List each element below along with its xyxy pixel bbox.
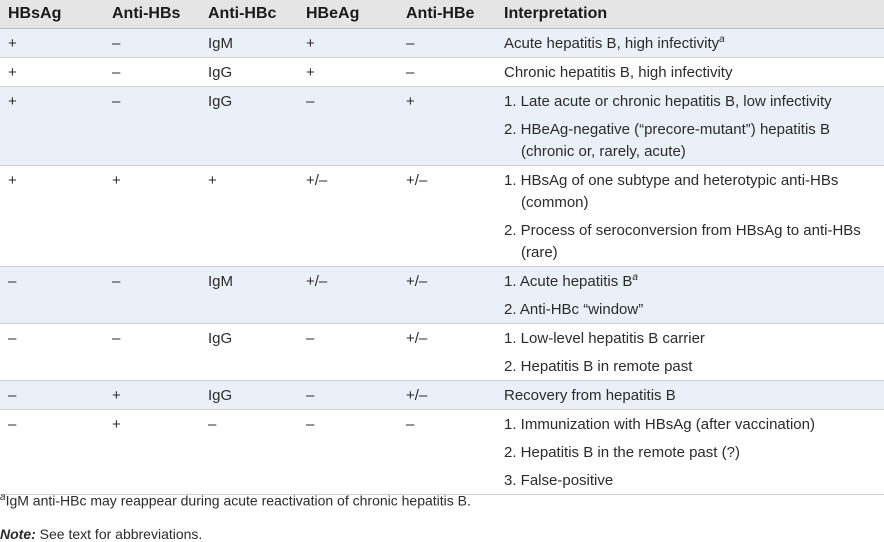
cell-antihbe: – [398,29,496,58]
interpretation-item: 1. HBsAg of one subtype and heterotypic anti-HBs (common) [504,172,839,211]
cell-interpretation [496,87,884,166]
footnote-text: IgM anti-HBc may reappear during acute reactivation of chronic hepatitis B. [5,492,471,509]
cell-antihbe: +/– [398,267,496,324]
table-footnote [0,492,471,509]
cell-antihbs: – [104,267,200,324]
table-note [0,526,202,542]
table-row [0,87,884,166]
interpretation-item: 2. Hepatitis B in the remote past (?) [504,444,740,461]
cell-antihbs: + [104,166,200,267]
interpretation-item: 2. Process of seroconversion from HBsAg to anti-HBs (rare) [504,222,861,261]
cell-antihbe: +/– [398,324,496,381]
interpretation-item: 2. Hepatitis B in remote past [504,358,693,375]
cell-hbeag: +/– [298,166,398,267]
cell-antihbe: +/– [398,166,496,267]
cell-hbsag: + [0,166,104,267]
cell-interpretation [496,324,884,381]
cell-hbeag: + [298,58,398,87]
table-row [0,267,884,324]
cell-antihbc: IgG [200,381,298,410]
cell-antihbc: – [200,410,298,495]
table-header-row [0,0,884,29]
cell-antihbc: IgG [200,324,298,381]
cell-hbsag: + [0,58,104,87]
cell-antihbe: +/– [398,381,496,410]
cell-antihbe: – [398,58,496,87]
cell-hbeag: – [298,410,398,495]
note-label: Note: [0,526,36,542]
cell-hbeag: + [298,29,398,58]
cell-antihbc: IgM [200,267,298,324]
cell-antihbc: IgG [200,58,298,87]
cell-antihbs: – [104,324,200,381]
header-anti-hbs: Anti-HBs [104,0,200,29]
interpretation-item: 1. Immunization with HBsAg (after vaccination) [504,416,815,433]
interpretation-item: Chronic hepatitis B, high infectivity [504,64,733,81]
cell-antihbc: + [200,166,298,267]
cell-interpretation [496,410,884,495]
cell-interpretation [496,166,884,267]
cell-interpretation [496,267,884,324]
cell-antihbs: – [104,29,200,58]
cell-antihbs: – [104,87,200,166]
cell-interpretation [496,381,884,410]
header-hbeag: HBeAg [298,0,398,29]
table-row [0,410,884,495]
cell-interpretation [496,29,884,58]
cell-antihbs: – [104,58,200,87]
footnote-reference: a [632,272,638,283]
table-row [0,29,884,58]
cell-hbsag: + [0,87,104,166]
footnote-mark: a [0,492,6,503]
header-interpretation: Interpretation [496,0,884,29]
cell-interpretation [496,58,884,87]
cell-antihbs: + [104,410,200,495]
cell-hbeag: – [298,87,398,166]
table-row [0,381,884,410]
interpretation-item: 2. HBeAg-negative (“precore-mutant”) hepatitis B (chronic or, rarely, acute) [504,121,830,160]
note-text: See text for abbreviations. [35,526,203,542]
cell-antihbc: IgM [200,29,298,58]
footnote-reference: a [719,34,725,45]
interpretation-item: 2. Anti-HBc “window” [504,301,644,318]
cell-antihbc: IgG [200,87,298,166]
interpretation-item: 1. Late acute or chronic hepatitis B, low infectivity [504,93,832,110]
cell-hbeag: – [298,324,398,381]
cell-hbsag: – [0,267,104,324]
cell-hbeag: +/– [298,267,398,324]
cell-antihbe: + [398,87,496,166]
cell-antihbs: + [104,381,200,410]
interpretation-item: Acute hepatitis B, high infectivity$^a$ [504,34,725,52]
header-hbsag: HBsAg [0,0,104,29]
table-row [0,58,884,87]
table-row [0,324,884,381]
interpretation-item: 3. False-positive [504,472,614,489]
cell-hbsag: – [0,381,104,410]
cell-hbeag: – [298,381,398,410]
interpretation-item: 1. Acute hepatitis B$^a$ [504,272,638,290]
header-anti-hbc: Anti-HBc [200,0,298,29]
table-row [0,166,884,267]
cell-antihbe: – [398,410,496,495]
header-anti-hbe: Anti-HBe [398,0,496,29]
cell-hbsag: + [0,29,104,58]
interpretation-item: 1. Low-level hepatitis B carrier [504,330,705,347]
interpretation-item: Recovery from hepatitis B [504,387,676,404]
cell-hbsag: – [0,410,104,495]
cell-hbsag: – [0,324,104,381]
